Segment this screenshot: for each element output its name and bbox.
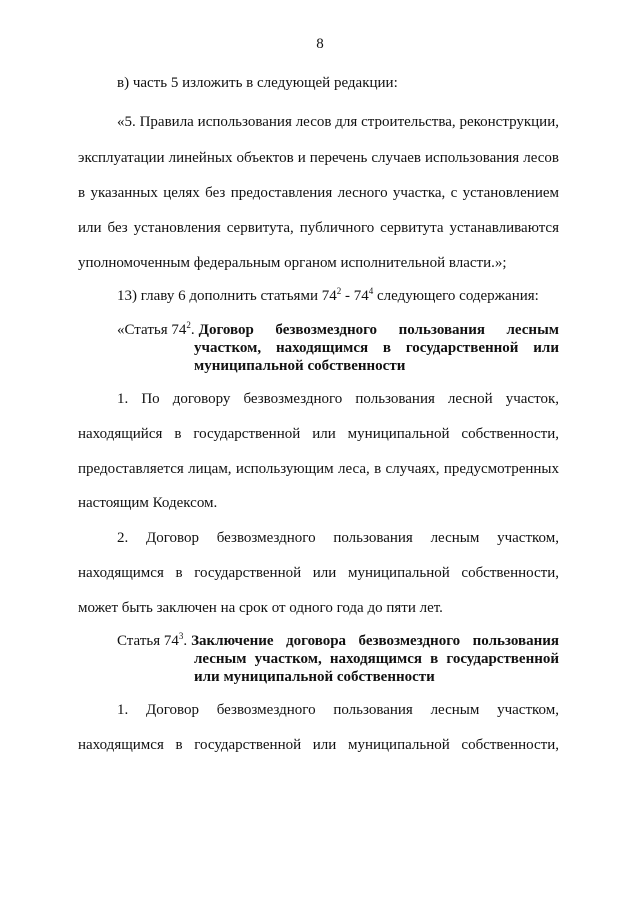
item-13-text — [117, 287, 559, 305]
article-742-p1-line-1: 1. По договору безвозмездного пользования лесной участок, — [117, 391, 559, 407]
item-13-mid: - 74 — [341, 288, 369, 304]
quote-line-3: в указанных целях без предоставления лесного участка, с установлением — [78, 185, 559, 201]
article-742-title-line-3: муниципальной собственности — [194, 358, 406, 374]
item-13-sup1: 2 — [336, 286, 342, 296]
article-742-title-line-2: участком, находящимся в государственной или — [194, 340, 559, 356]
item-13-sup2: 4 — [368, 286, 374, 296]
article-742-p2-line-2: находящимся в государственной или муниципальной собственности, — [78, 565, 559, 581]
article-742-lead: «Статья $74^2$. — [117, 320, 195, 338]
article-742-p1-line-2: находящийся в государственной или муниципальной собственности, — [78, 426, 559, 442]
quote-line-5: уполномоченным федеральным органом исполнительной власти.»; — [78, 255, 507, 271]
quote-line-1: «5. Правила использования лесов для строительства, реконструкции, — [117, 114, 559, 130]
quote-line-2: эксплуатации линейных объектов и перечень случаев использования лесов — [78, 150, 559, 166]
article-742-title-line-1: Договор безвозмездного пользования лесным — [198, 322, 559, 338]
article-742-p2-line-1: 2. Договор безвозмездного пользования лесным участком, — [117, 530, 559, 546]
article-743-p1-line-2: находящимся в государственной или муниципальной собственности, — [78, 737, 559, 753]
article-742-heading — [117, 321, 559, 375]
article-742-p2-line-3: может быть заключен на срок от одного года до пяти лет. — [78, 600, 443, 616]
article-743-title-line-2: лесным участком, находящимся в государственной — [194, 651, 559, 667]
item-13-suffix: следующего содержания: — [373, 288, 539, 304]
item-v-text: в) часть 5 изложить в следующей редакции: — [117, 75, 398, 91]
article-742-p1-line-4: настоящим Кодексом. — [78, 495, 218, 511]
article-742-p1-line-3: предоставляется лицам, использующим леса, в случаях, предусмотренных — [78, 461, 559, 477]
quote-line-4: или без установления сервитута, публичного сервитута устанавливаются — [78, 220, 559, 236]
page-number: 8 — [316, 36, 324, 52]
article-743-lead: Статья $74^3$. — [117, 631, 188, 649]
article-743-title-line-1: Заключение договора безвозмездного пользования — [191, 633, 559, 649]
article-743-p1-line-1: 1. Договор безвозмездного пользования лесным участком, — [117, 702, 559, 718]
article-743-title-line-3: или муниципальной собственности — [194, 669, 435, 685]
item-13-prefix: 13) главу 6 дополнить статьями 74 — [117, 288, 337, 304]
article-743-heading — [117, 632, 559, 686]
